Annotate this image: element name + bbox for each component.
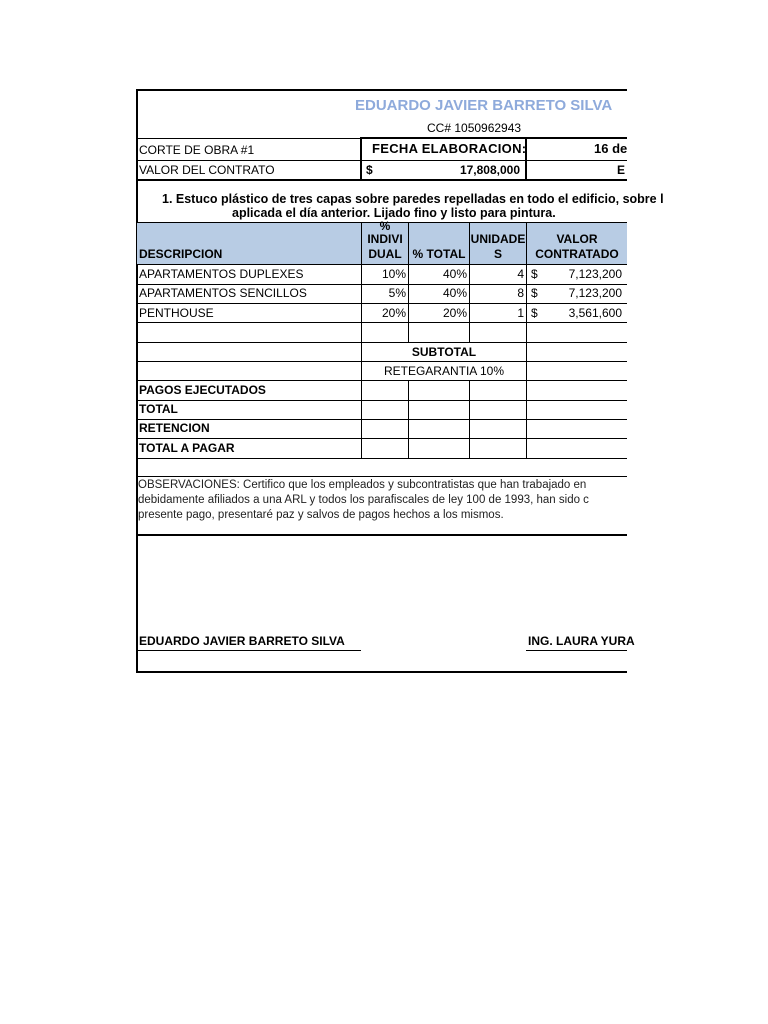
header-total-pct: % TOTAL bbox=[412, 247, 466, 261]
row-descripcion: APARTAMENTOS DUPLEXES bbox=[139, 267, 304, 281]
row-valor: 7,123,200 bbox=[568, 267, 622, 281]
subtotal-label: SUBTOTAL bbox=[411, 345, 477, 359]
header-unidades-l2: S bbox=[493, 247, 502, 261]
valor-contrato-label: VALOR DEL CONTRATO bbox=[139, 163, 275, 177]
valor-contrato-extra: E bbox=[617, 163, 626, 177]
total-label: TOTAL bbox=[139, 402, 178, 416]
row-total-pct: 20% bbox=[442, 306, 467, 320]
row-unidades: 8 bbox=[517, 286, 524, 300]
observaciones-line2: debidamente afiliados a una ARL y todos los parafiscales de ley 100 de 1993, han sido c bbox=[138, 494, 589, 506]
header-valor-l1: VALOR bbox=[556, 232, 598, 246]
row-unidades: 1 bbox=[517, 306, 524, 320]
header-individual-l3: DUAL bbox=[368, 247, 402, 261]
header-individual-l2: INDIVI bbox=[367, 232, 403, 246]
header-individual-l1: % bbox=[379, 219, 391, 233]
signature-left-line bbox=[136, 650, 361, 651]
valor-contrato-amount: 17,808,000 bbox=[459, 163, 520, 177]
pagos-ejecutados-label: PAGOS EJECUTADOS bbox=[139, 383, 266, 397]
retegarantia-label: RETEGARANTIA 10% bbox=[383, 364, 505, 378]
obs-bottom-line bbox=[136, 534, 627, 536]
contractor-name-title: EDUARDO JAVIER BARRETO SILVA bbox=[355, 97, 613, 114]
row-valor: 3,561,600 bbox=[568, 306, 622, 320]
row-total-pct: 40% bbox=[442, 286, 467, 300]
col-line-1b bbox=[361, 380, 362, 458]
corte-label: CORTE DE OBRA #1 bbox=[139, 143, 255, 157]
row-currency: $ bbox=[531, 286, 538, 300]
row-individual: 20% bbox=[381, 306, 406, 320]
signature-contractor-name: EDUARDO JAVIER BARRETO SILVA bbox=[139, 634, 345, 648]
fecha-label: FECHA ELABORACION: bbox=[372, 141, 527, 156]
observaciones-line3: presente pago, presentaré paz y salvos de pagos hechos a los mismos. bbox=[138, 509, 504, 521]
header-descripcion: DESCRIPCION bbox=[139, 247, 223, 261]
valor-contrato-currency: $ bbox=[366, 163, 373, 177]
info-box-top bbox=[360, 137, 627, 139]
contractor-id: CC# 1050962943 bbox=[427, 121, 522, 135]
col-line-2b bbox=[408, 380, 409, 458]
row-currency: $ bbox=[531, 267, 538, 281]
row-descripcion: APARTAMENTOS SENCILLOS bbox=[139, 286, 307, 300]
row-line-8 bbox=[136, 400, 627, 401]
row-unidades: 4 bbox=[517, 267, 524, 281]
signature-right-line bbox=[526, 650, 627, 651]
total-a-pagar-label: TOTAL A PAGAR bbox=[139, 441, 235, 455]
frame-bottom-border bbox=[136, 671, 627, 673]
work-description-line2: aplicada el día anterior. Lijado fino y listo para pintura. bbox=[232, 206, 556, 220]
row-individual: 10% bbox=[381, 267, 406, 281]
row-currency: $ bbox=[531, 306, 538, 320]
row-total-pct: 40% bbox=[442, 267, 467, 281]
col-line-3b bbox=[469, 380, 470, 458]
info-box-left bbox=[360, 138, 362, 180]
header-unidades-l1: UNIDADE bbox=[470, 232, 526, 246]
frame-top-border bbox=[136, 89, 627, 91]
row-individual: 5% bbox=[388, 286, 406, 300]
header-valor-l2: CONTRATADO bbox=[535, 247, 619, 261]
fecha-value: 16 de bbox=[594, 141, 628, 156]
retencion-label: RETENCION bbox=[139, 421, 210, 435]
info-bottom-line bbox=[136, 179, 627, 181]
observaciones-line1: OBSERVACIONES: Certifico que los empleados y subcontratistas que han trabajado en bbox=[138, 479, 587, 491]
signature-engineer-name: ING. LAURA YURA bbox=[528, 634, 635, 648]
info-box-mid bbox=[525, 138, 527, 180]
work-description-line1: 1. Estuco plástico de tres capas sobre paredes repelladas en todo el edificio, sobre l bbox=[162, 192, 664, 206]
col-line-4 bbox=[526, 222, 527, 458]
row-valor: 7,123,200 bbox=[568, 286, 622, 300]
row-line-11 bbox=[136, 458, 627, 459]
row-descripcion: PENTHOUSE bbox=[139, 306, 214, 320]
